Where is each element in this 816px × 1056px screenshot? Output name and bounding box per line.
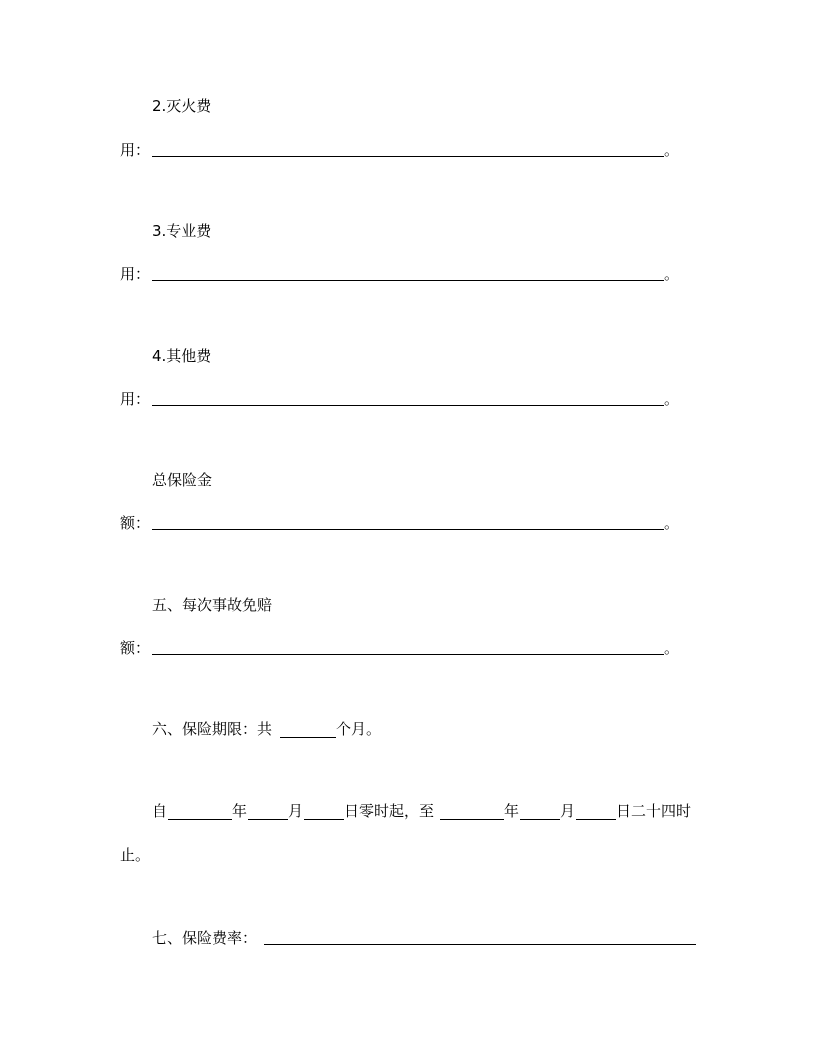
dates-year-start: 年 [232, 802, 248, 820]
item-end-fire-fighting: 。 [664, 141, 680, 159]
deductible-end: 。 [664, 639, 680, 657]
item-label-total: 总保险金 [152, 471, 213, 489]
blank-professional[interactable] [152, 280, 664, 281]
deductible-label: 五、每次事故免赔 [152, 596, 273, 614]
dates-month-end: 月 [560, 802, 576, 820]
item-cont-professional: 用： [120, 265, 151, 283]
period-prefix: 六、保险期限：共 [152, 720, 273, 738]
dates-end: 止。 [120, 846, 151, 864]
blank-rate[interactable] [264, 944, 696, 945]
period-suffix: 个月。 [336, 720, 382, 738]
blank-period-months[interactable] [280, 737, 336, 738]
item-cont-fire-fighting: 用： [120, 141, 151, 159]
blank-start-month[interactable] [248, 819, 288, 820]
item-end-other: 。 [664, 390, 680, 408]
rate-label: 七、保险费率： [152, 929, 258, 947]
item-cont-other: 用： [120, 390, 151, 408]
blank-other[interactable] [152, 405, 664, 406]
blank-start-year[interactable] [168, 819, 232, 820]
dates-year-end: 年 [504, 802, 520, 820]
blank-end-day[interactable] [576, 819, 616, 820]
item-cont-total: 额： [120, 514, 151, 532]
blank-end-year[interactable] [440, 819, 504, 820]
deductible-cont: 额： [120, 639, 151, 657]
item-end-professional: 。 [664, 265, 680, 283]
item-label-other: 4.其他费 [152, 347, 212, 365]
blank-start-day[interactable] [304, 819, 344, 820]
blank-fire-fighting[interactable] [152, 156, 664, 157]
dates-day-start: 日零时起，至 [344, 802, 435, 820]
item-end-total: 。 [664, 514, 680, 532]
item-label-fire-fighting: 2.灭火费 [152, 97, 212, 115]
blank-deductible[interactable] [152, 654, 664, 655]
dates-month-start: 月 [288, 802, 304, 820]
blank-total[interactable] [152, 529, 664, 530]
dates-day-end: 日二十四时 [616, 802, 692, 820]
blank-end-month[interactable] [520, 819, 560, 820]
item-label-professional: 3.专业费 [152, 222, 212, 240]
dates-from: 自 [152, 802, 168, 820]
